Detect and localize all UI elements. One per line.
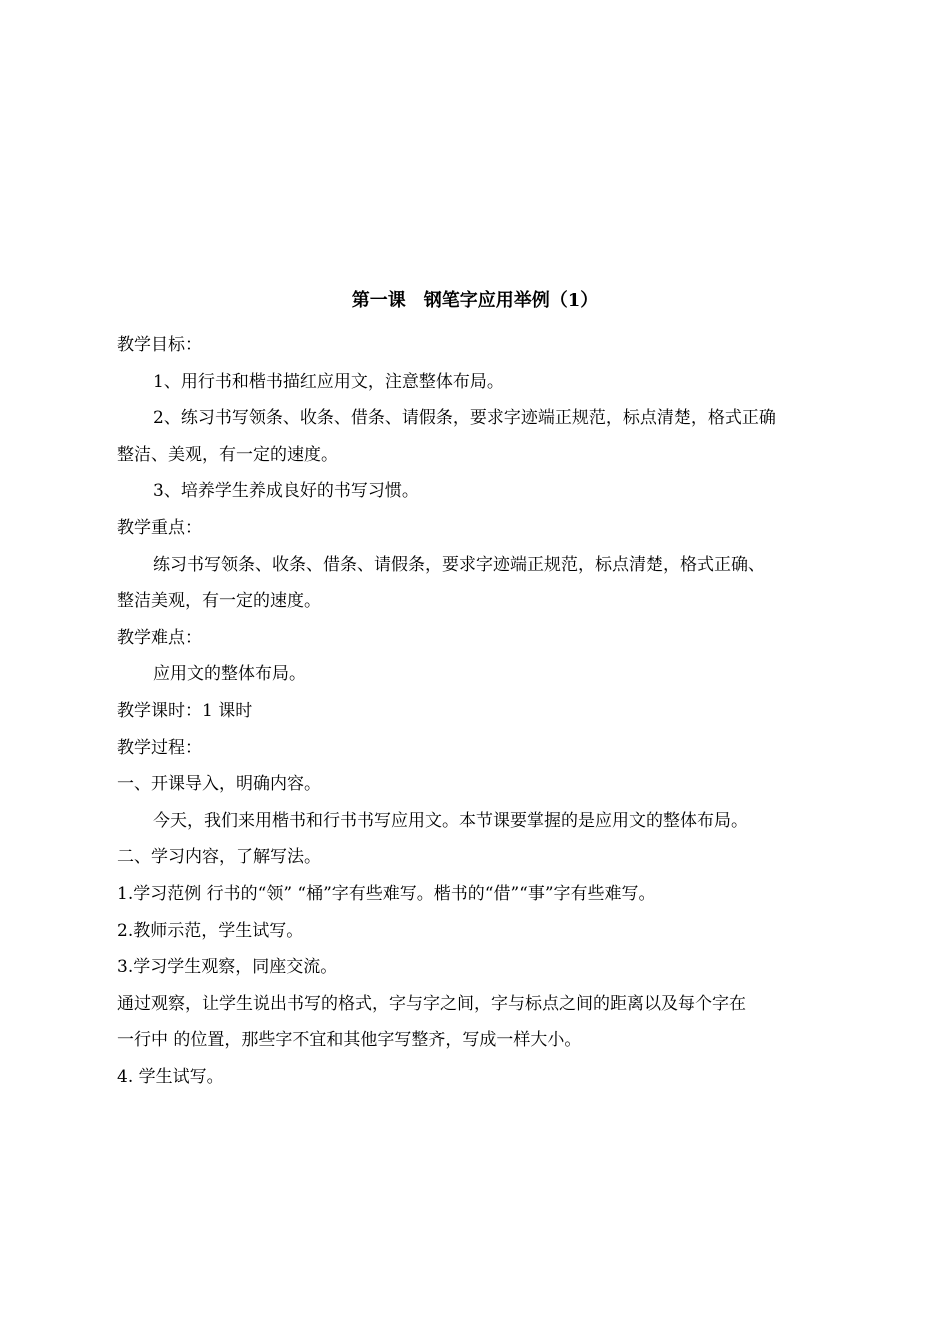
text-line: 教学目标： xyxy=(117,335,202,355)
text-line: 1.学习范例 行书的“领” “桶”字有些难写。楷书的“借”“事”字有些难写。 xyxy=(117,883,656,904)
text-line: 教学重点： xyxy=(117,517,202,538)
text-line: 3.学习学生观察，同座交流。 xyxy=(117,957,338,978)
text-line: 整洁、美观，有一定的速度。 xyxy=(117,444,338,465)
text-line: 4. 学生试写。 xyxy=(117,1066,224,1087)
document-body xyxy=(117,327,807,1095)
text-line: 今天，我们来用楷书和行书书写应用文。本节课要掌握的是应用文的整体布局。 xyxy=(153,810,748,831)
text-line: 一行中 的位置，那些字不宜和其他字写整齐，写成一样大小。 xyxy=(117,1030,582,1051)
text-line: 一、开课导入，明确内容。 xyxy=(117,774,321,795)
text-line: 二、学习内容，了解写法。 xyxy=(117,847,321,868)
text-line: 2.教师示范，学生试写。 xyxy=(117,920,304,941)
text-line: 1、用行书和楷书描红应用文，注意整体布局。 xyxy=(153,371,504,392)
text-line: 应用文的整体布局。 xyxy=(153,664,306,685)
text-line: 练习书写领条、收条、借条、请假条，要求字迹端正规范，标点清楚，格式正确、 xyxy=(153,554,765,575)
page-title: 第一课 钢笔字应用举例（1） xyxy=(351,290,599,311)
text-line: 教学课时：1 课时 xyxy=(117,700,253,721)
text-line: 教学难点： xyxy=(117,627,202,648)
text-line: 2、练习书写领条、收条、借条、请假条，要求字迹端正规范，标点清楚，格式正确 xyxy=(153,408,776,429)
text-line: 3、培养学生养成良好的书写习惯。 xyxy=(153,481,419,502)
text-line: 整洁美观，有一定的速度。 xyxy=(117,591,321,612)
text-line: 教学过程： xyxy=(117,737,202,758)
text-line: 通过观察，让学生说出书写的格式，字与字之间，字与标点之间的距离以及每个字在 xyxy=(117,993,746,1014)
